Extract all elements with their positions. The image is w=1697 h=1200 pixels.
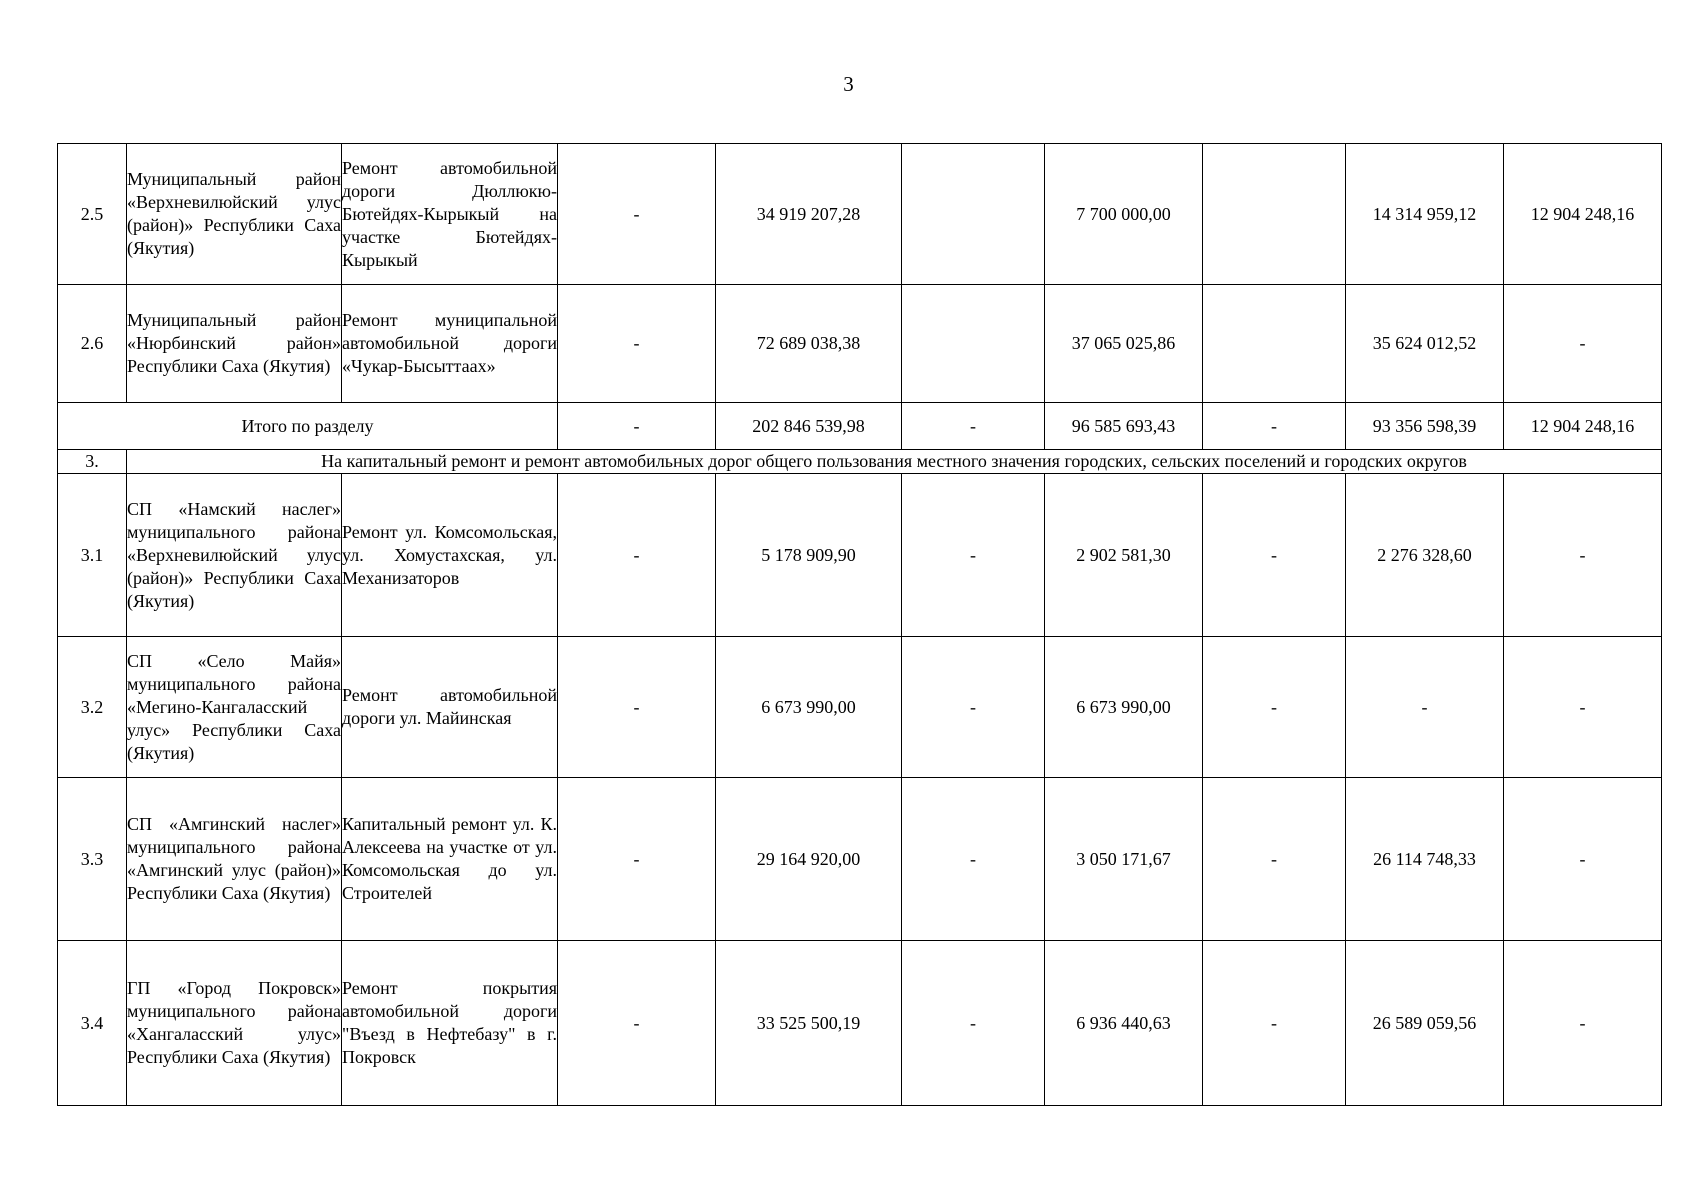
work-description-cell: Ремонт автомобильной дороги ул. Майинская: [342, 637, 558, 778]
value-cell: -: [902, 778, 1045, 941]
page-number: 3: [843, 72, 854, 96]
total-value-cell: -: [1203, 403, 1346, 450]
organization-cell: Муниципальный район «Верхневилюйский улус (район)» Республики Саха (Якутия): [127, 144, 342, 285]
value-cell: 7 700 000,00: [1045, 144, 1203, 285]
table-row: [58, 144, 1662, 285]
value-cell: -: [558, 285, 716, 403]
total-value-cell: -: [902, 403, 1045, 450]
value-cell: 72 689 038,38: [716, 285, 902, 403]
value-cell: -: [558, 144, 716, 285]
value-cell: 3 050 171,67: [1045, 778, 1203, 941]
table-row: [58, 778, 1662, 941]
table-row: [58, 474, 1662, 637]
value-cell: -: [1504, 941, 1662, 1106]
work-description-cell: Ремонт автомобильной дороги Дюллюкю-Бютейдях-Кырыкый на участке Бютейдях-Кырыкый: [342, 144, 558, 285]
value-cell: 2 276 328,60: [1346, 474, 1504, 637]
total-value-cell: 12 904 248,16: [1504, 403, 1662, 450]
value-cell: 2 902 581,30: [1045, 474, 1203, 637]
value-cell: -: [1203, 778, 1346, 941]
work-description-cell: Ремонт покрытия автомобильной дороги "Въезд в Нефтебазу" в г. Покровск: [342, 941, 558, 1106]
value-cell: 26 589 059,56: [1346, 941, 1504, 1106]
value-cell: 26 114 748,33: [1346, 778, 1504, 941]
total-value-cell: 202 846 539,98: [716, 403, 902, 450]
total-label: Итого по разделу: [58, 403, 558, 450]
total-value-cell: 96 585 693,43: [1045, 403, 1203, 450]
row-number: 2.5: [58, 144, 127, 285]
organization-cell: Муниципальный район «Нюрбинский район» Республики Саха (Якутия): [127, 285, 342, 403]
value-cell: [1203, 285, 1346, 403]
value-cell: 34 919 207,28: [716, 144, 902, 285]
value-cell: -: [1504, 285, 1662, 403]
value-cell: -: [902, 637, 1045, 778]
organization-cell: СП «Намский наслег» муниципального района «Верхневилюйский улус (район)» Республики Саха (Якутия): [127, 474, 342, 637]
section-number: 3.: [58, 450, 127, 474]
section-header-row: [58, 450, 1662, 474]
value-cell: 37 065 025,86: [1045, 285, 1203, 403]
value-cell: 12 904 248,16: [1504, 144, 1662, 285]
value-cell: -: [558, 474, 716, 637]
value-cell: -: [1504, 474, 1662, 637]
work-description-cell: Капитальный ремонт ул. К. Алексеева на участке от ул. Комсомольская до ул. Строителей: [342, 778, 558, 941]
value-cell: -: [1203, 474, 1346, 637]
row-number: 3.1: [58, 474, 127, 637]
value-cell: 6 673 990,00: [716, 637, 902, 778]
total-value-cell: 93 356 598,39: [1346, 403, 1504, 450]
value-cell: -: [1346, 637, 1504, 778]
table-row: [58, 285, 1662, 403]
value-cell: -: [902, 474, 1045, 637]
value-cell: -: [1203, 941, 1346, 1106]
value-cell: [1203, 144, 1346, 285]
value-cell: 6 673 990,00: [1045, 637, 1203, 778]
value-cell: 29 164 920,00: [716, 778, 902, 941]
value-cell: 35 624 012,52: [1346, 285, 1504, 403]
value-cell: -: [902, 941, 1045, 1106]
value-cell: 33 525 500,19: [716, 941, 902, 1106]
budget-table: [57, 143, 1662, 1106]
value-cell: -: [1504, 637, 1662, 778]
row-number: 3.4: [58, 941, 127, 1106]
row-number: 3.3: [58, 778, 127, 941]
table-row: [58, 941, 1662, 1106]
total-value-cell: -: [558, 403, 716, 450]
organization-cell: СП «Амгинский наслег» муниципального района «Амгинский улус (район)» Республики Саха (Якутия): [127, 778, 342, 941]
work-description-cell: Ремонт ул. Комсомольская, ул. Хомустахская, ул. Механизаторов: [342, 474, 558, 637]
row-number: 3.2: [58, 637, 127, 778]
value-cell: -: [558, 941, 716, 1106]
value-cell: -: [558, 778, 716, 941]
total-row: [58, 403, 1662, 450]
value-cell: -: [558, 637, 716, 778]
value-cell: [902, 144, 1045, 285]
section-title: На капитальный ремонт и ремонт автомобильных дорог общего пользования местного значения городских, сельских поселений и городских округов: [127, 450, 1662, 474]
row-number: 2.6: [58, 285, 127, 403]
value-cell: 6 936 440,63: [1045, 941, 1203, 1106]
value-cell: 5 178 909,90: [716, 474, 902, 637]
work-description-cell: Ремонт муниципальной автомобильной дороги «Чукар-Бысыттаах»: [342, 285, 558, 403]
organization-cell: ГП «Город Покровск» муниципального района «Хангаласский улус» Республики Саха (Якутия): [127, 941, 342, 1106]
table-row: [58, 637, 1662, 778]
value-cell: -: [1504, 778, 1662, 941]
organization-cell: СП «Село Майя» муниципального района «Мегино-Кангаласский улус» Республики Саха (Якутия): [127, 637, 342, 778]
value-cell: [902, 285, 1045, 403]
value-cell: 14 314 959,12: [1346, 144, 1504, 285]
value-cell: -: [1203, 637, 1346, 778]
